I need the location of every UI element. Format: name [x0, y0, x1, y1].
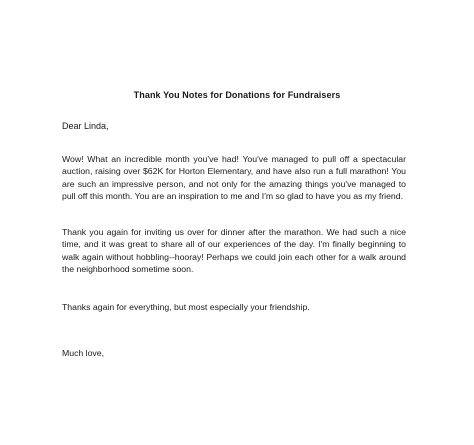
- paragraph-2: Thank you again for inviting us over for dinner after the marathon. We had such a nice time, and it was great to share all of our experiences of the day. I'm finally beginning to walk again without hobbling--hooray! Perhaps we could join each other for a walk around the neighborhood sometime soon.: [62, 227, 406, 275]
- paragraph-3: Thanks again for everything, but most especially your friendship.: [62, 302, 310, 312]
- salutation: Dear Linda,: [62, 121, 109, 131]
- paragraph-1: Wow! What an incredible month you've had! You've managed to pull off a spectacular auction, raising over $62K for Horton Elementary, and have also run a full marathon! You are such an impressive person, and not only for the amazing things you've managed to pull off this month. You are an inspiration to me and I'm so glad to have you as my friend.: [62, 154, 406, 202]
- document-title: Thank You Notes for Donations for Fundraisers: [133, 90, 341, 100]
- closing: Much love,: [62, 348, 105, 358]
